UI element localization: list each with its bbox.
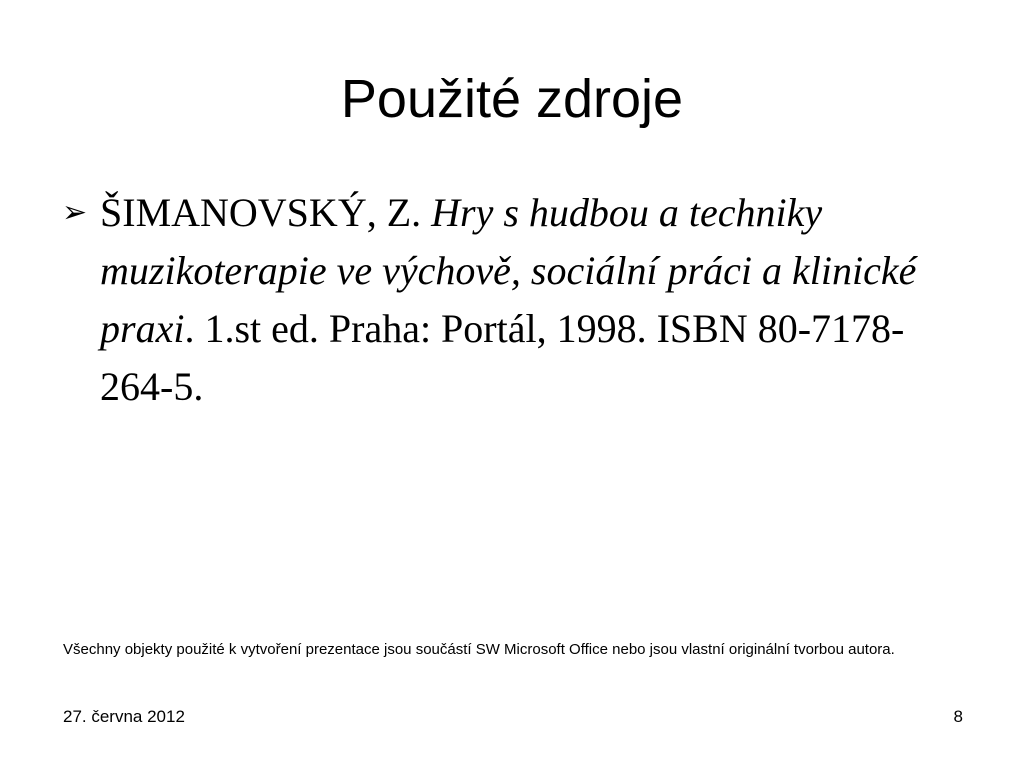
reference-item xyxy=(62,184,962,416)
footnote: Všechny objekty použité k vytvoření prezentace jsou součástí SW Microsoft Office nebo jsou vlastní originální tvorbou autora. xyxy=(63,641,895,658)
reference-author: ŠIMANOVSKÝ, Z. xyxy=(100,190,432,235)
reference-text xyxy=(100,184,962,416)
arrow-bullet-icon: ➢ xyxy=(62,195,88,230)
reference-list xyxy=(62,184,962,416)
slide-title: Použité zdroje xyxy=(340,69,684,129)
reference-publication: . 1.st ed. Praha: Portál, 1998. ISBN 80-7178-264-5. xyxy=(100,306,905,409)
footer-date: 27. června 2012 xyxy=(63,707,185,726)
footer-page-number: 8 xyxy=(953,707,963,726)
reference-book-title: Hry s hudbou a techniky muzikoterapie ve výchově, sociální práci a klinické praxi xyxy=(100,190,917,351)
